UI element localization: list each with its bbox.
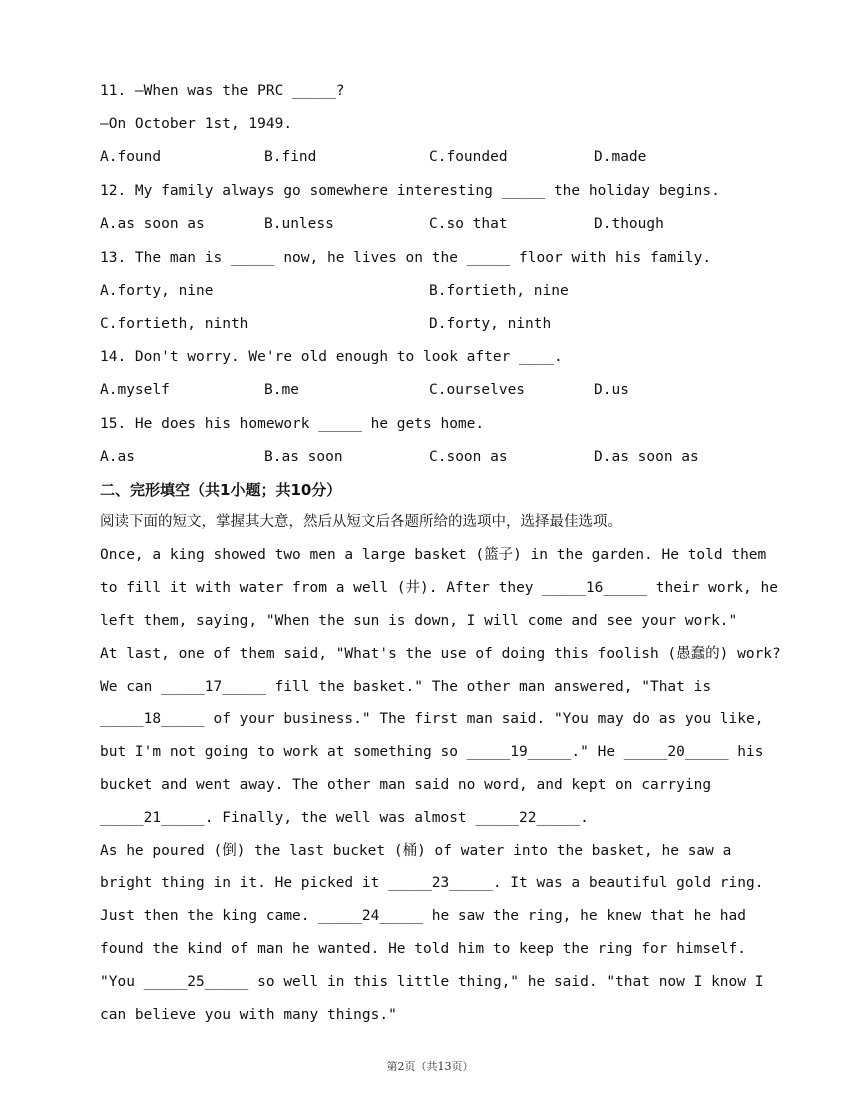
question-15-option-b: B.as soon xyxy=(264,449,343,465)
question-14-option-b: B.me xyxy=(264,382,299,398)
passage-line: We can _____17_____ fill the basket." The other man answered, "That is xyxy=(100,679,712,695)
passage-line: left them, saying, "When the sun is down, I will come and see your work." xyxy=(100,613,738,629)
question-13-option-b: B.fortieth, nine xyxy=(429,283,569,299)
question-11-option-a: A.found xyxy=(100,149,162,165)
passage-line: As he poured (倒) the last bucket (桶) of water into the basket, he saw a xyxy=(100,843,732,859)
question-15-option-c: C.soon as xyxy=(429,449,508,465)
passage-line: but I'm not going to work at something so _____19_____." He _____20_____ his xyxy=(100,744,764,760)
passage-line: bright thing in it. He picked it _____23_____. It was a beautiful gold ring. xyxy=(100,875,764,891)
question-14-option-c: C.ourselves xyxy=(429,382,526,398)
passage-line: Just then the king came. _____24_____ he saw the ring, he knew that he had xyxy=(100,908,747,924)
section-title: 二、完形填空（共1小题；共10分） xyxy=(100,481,342,499)
question-11-option-d: D.made xyxy=(594,149,647,165)
passage-line: bucket and went away. The other man said no word, and kept on carrying xyxy=(100,777,712,793)
question-11-answer-line: —On October 1st, 1949. xyxy=(100,116,293,132)
question-13-stem: 13. The man is _____ now, he lives on the _____ floor with his family. xyxy=(100,250,712,266)
question-12-option-d: D.though xyxy=(594,216,664,232)
question-11-option-b: B.find xyxy=(264,149,317,165)
passage-line: found the kind of man he wanted. He told him to keep the ring for himself. xyxy=(100,941,747,957)
passage-line: _____21_____. Finally, the well was almost _____22_____. xyxy=(100,810,589,826)
passage-line: "You _____25_____ so well in this little thing," he said. "that now I know I xyxy=(100,974,764,990)
question-12-option-b: B.unless xyxy=(264,216,334,232)
passage-line: can believe you with many things." xyxy=(100,1007,397,1023)
question-11-option-c: C.founded xyxy=(429,149,508,165)
question-14-stem: 14. Don't worry. We're old enough to look after ____. xyxy=(100,349,563,365)
passage-line: Once, a king showed two men a large basket (篮子) in the garden. He told them xyxy=(100,547,767,563)
question-15-option-a: A.as xyxy=(100,449,135,465)
section-instruction: 阅读下面的短文，掌握其大意，然后从短文后各题所给的选项中，选择最佳选项。 xyxy=(100,514,622,530)
question-12-option-c: C.so that xyxy=(429,216,508,232)
question-11-stem: 11. —When was the PRC _____? xyxy=(100,83,345,99)
question-15-option-d: D.as soon as xyxy=(594,449,699,465)
question-12-stem: 12. My family always go somewhere interesting _____ the holiday begins. xyxy=(100,183,720,199)
question-13-option-d: D.forty, ninth xyxy=(429,316,552,332)
question-13-option-c: C.fortieth, ninth xyxy=(100,316,249,332)
question-15-stem: 15. He does his homework _____ he gets home. xyxy=(100,416,485,432)
passage-line: At last, one of them said, "What's the use of doing this foolish (愚蠢的) work? xyxy=(100,646,781,662)
question-14-option-a: A.myself xyxy=(100,382,170,398)
question-12-option-a: A.as soon as xyxy=(100,216,205,232)
question-13-option-a: A.forty, nine xyxy=(100,283,214,299)
question-14-option-d: D.us xyxy=(594,382,629,398)
passage-line: _____18_____ of your business." The first man said. "You may do as you like, xyxy=(100,711,764,727)
page-footer: 第2页（共13页） xyxy=(386,1060,474,1073)
passage-line: to fill it with water from a well (井). After they _____16_____ their work, he xyxy=(100,580,778,596)
